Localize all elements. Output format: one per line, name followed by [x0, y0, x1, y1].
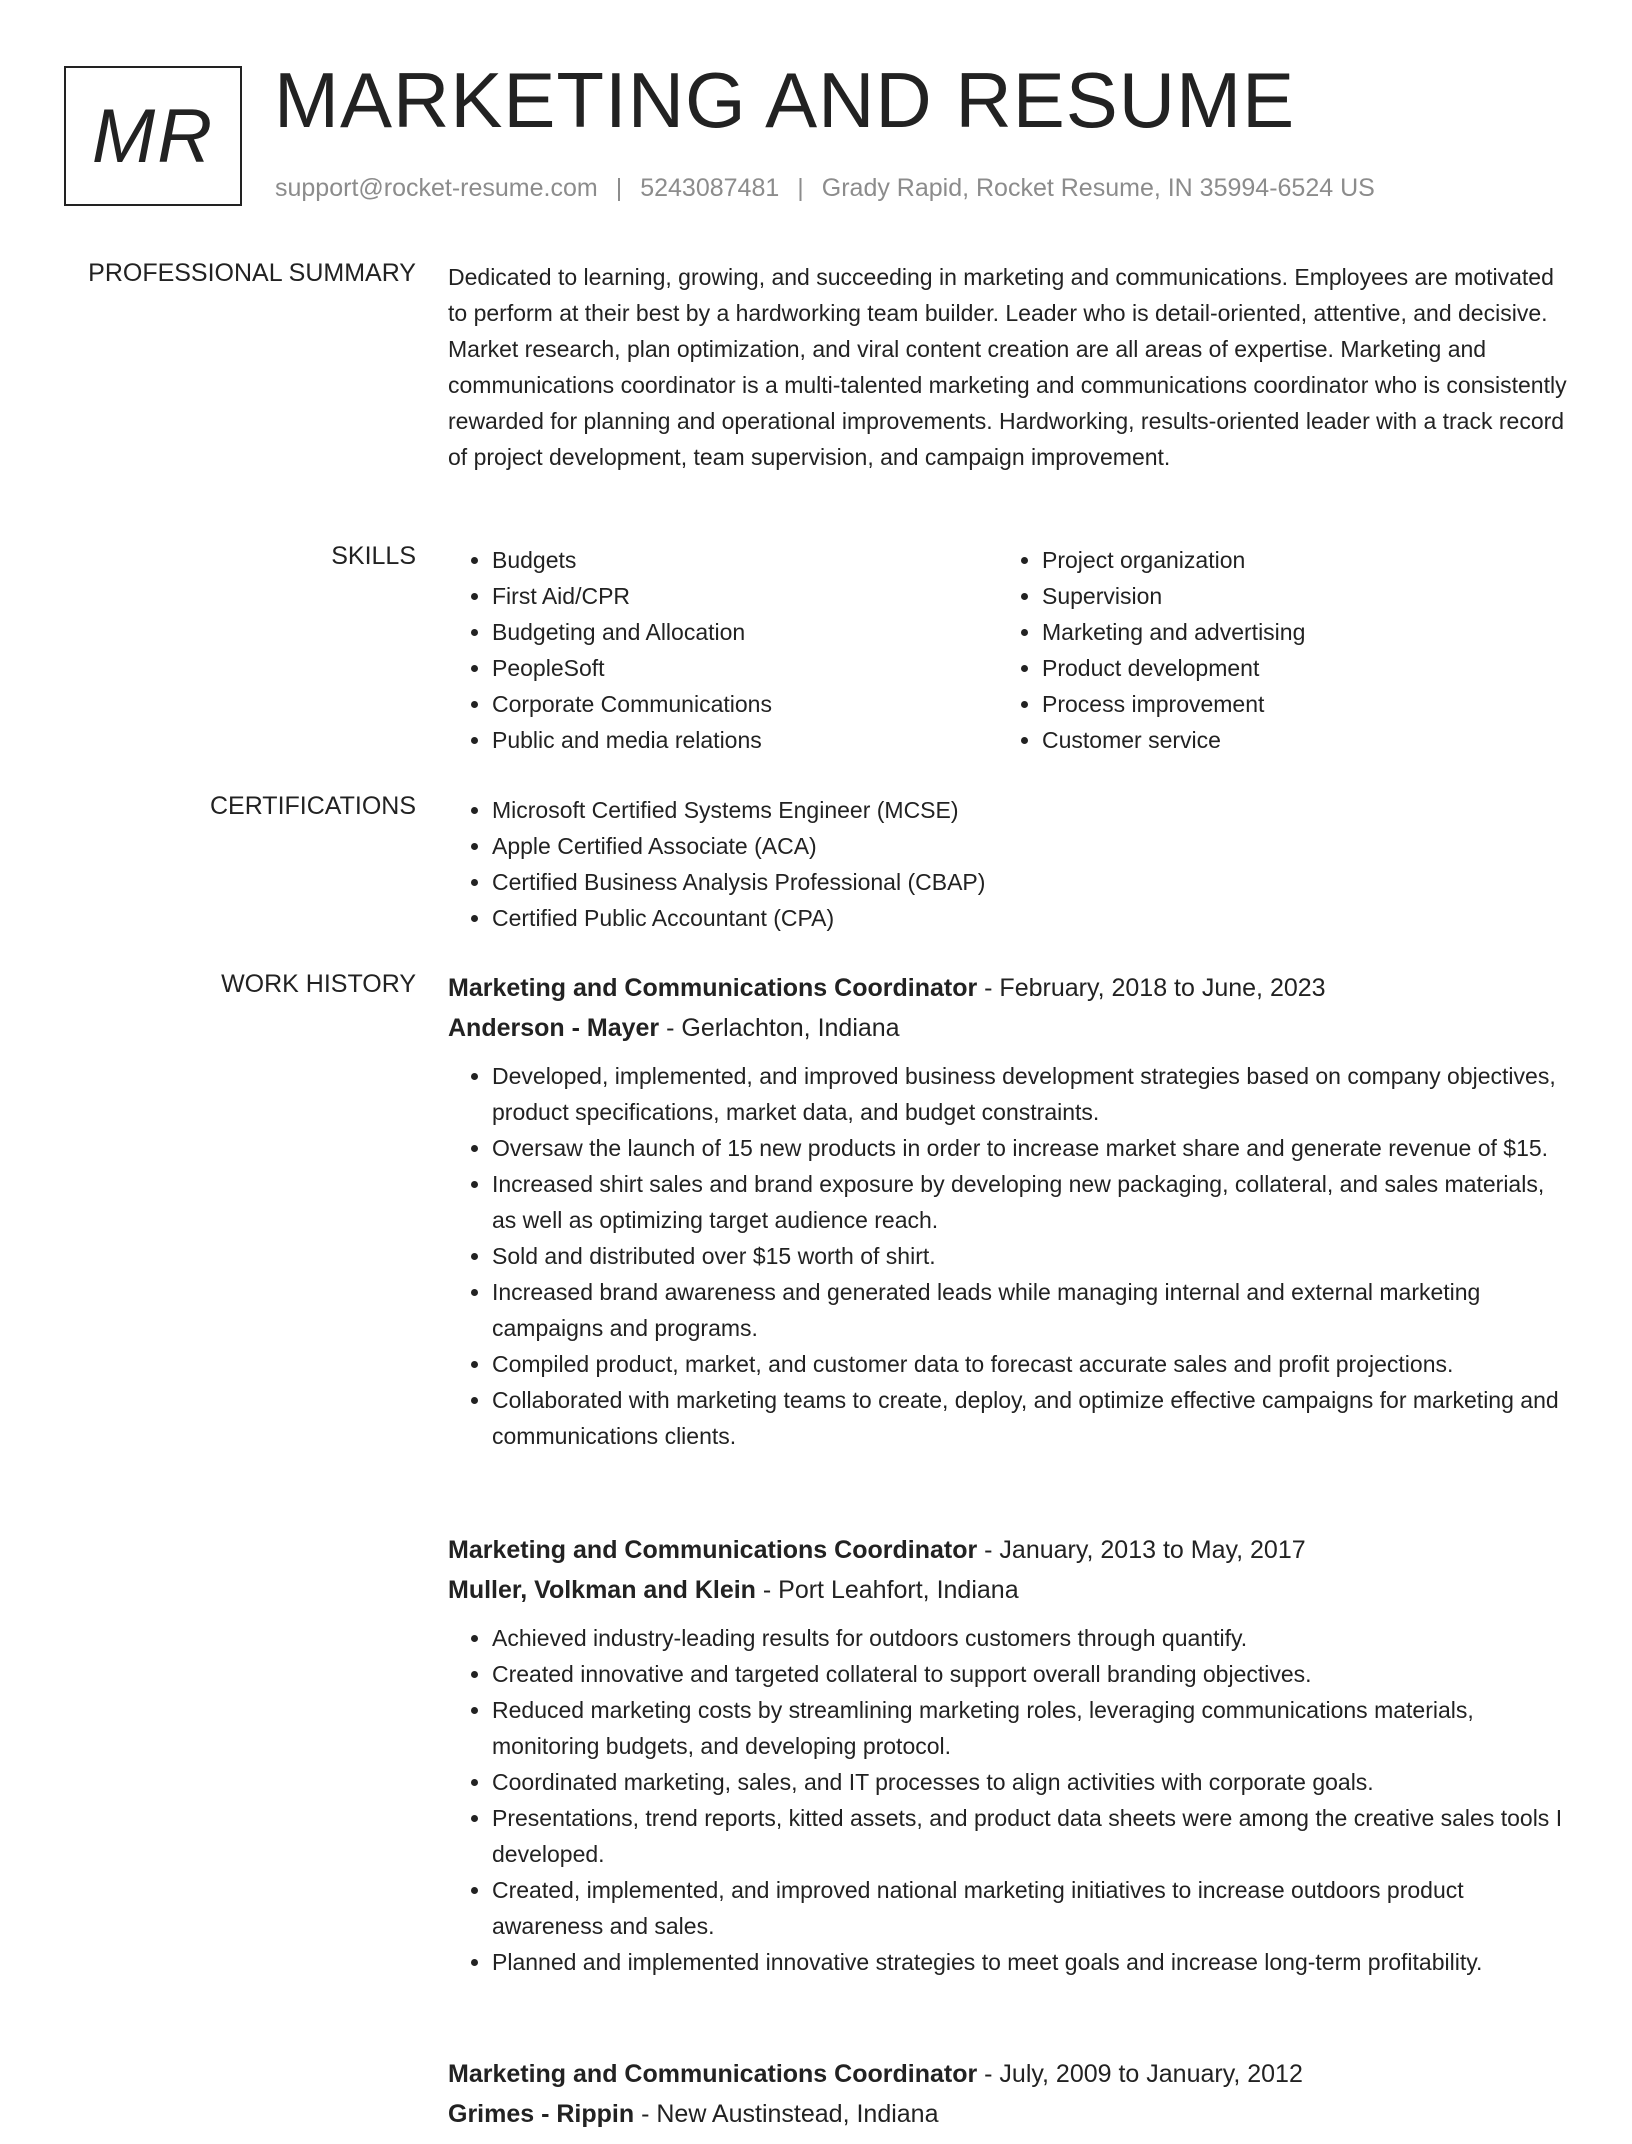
job-bullet: • Coordinated marketing, sales, and IT processes to align activities with corporate goals.	[492, 1764, 1568, 1800]
skill-item: • Public and media relations	[492, 722, 998, 758]
contact-email: support@rocket-resume.com	[275, 174, 598, 202]
contact-address: Grady Rapid, Rocket Resume, IN 35994-6524 US	[821, 174, 1375, 202]
summary-section	[448, 259, 1568, 475]
contact-separator: |	[615, 174, 623, 202]
certifications-list	[448, 792, 1568, 936]
skill-item: • PeopleSoft	[492, 650, 998, 686]
skill-item: • First Aid/CPR	[492, 578, 998, 614]
job-location: - Port Leahfort, Indiana	[755, 1576, 1019, 1604]
skills-section	[448, 542, 1568, 758]
skill-item: • Budgets	[492, 542, 998, 578]
job-bullets	[448, 1620, 1568, 1980]
job-dates: - January, 2013 to May, 2017	[977, 1536, 1306, 1564]
job-bullet: • Compiled product, market, and customer data to forecast accurate sales and profit projections.	[492, 1346, 1568, 1382]
certifications-section	[448, 792, 1568, 936]
job-title: Marketing and Communications Coordinator	[448, 2060, 978, 2088]
certification-item: • Certified Public Accountant (CPA)	[492, 900, 1568, 936]
skill-item: • Budgeting and Allocation	[492, 614, 998, 650]
job-company-line	[448, 1008, 1568, 1048]
job-company-line	[448, 1570, 1568, 1610]
contact-separator: |	[797, 174, 804, 202]
resume-name: MARKETING AND RESUME	[274, 56, 1296, 144]
skill-item: • Process improvement	[1042, 686, 1548, 722]
job-entry	[448, 968, 1568, 1454]
job-title-line	[448, 2054, 1568, 2094]
skill-item: • Corporate Communications	[492, 686, 998, 722]
skill-item: • Project organization	[1042, 542, 1548, 578]
job-title-line	[448, 968, 1568, 1008]
job-title: Marketing and Communications Coordinator	[448, 974, 978, 1002]
certification-item: • Microsoft Certified Systems Engineer (MCSE)	[492, 792, 1568, 828]
job-bullet: • Created, implemented, and improved national marketing initiatives to increase outdoors product awareness and sales.	[492, 1872, 1568, 1944]
skills-list-right	[998, 542, 1548, 758]
job-company: Muller, Volkman and Klein	[448, 1576, 756, 1604]
certification-item: • Apple Certified Associate (ACA)	[492, 828, 1568, 864]
job-entry	[448, 2054, 1568, 2144]
job-bullet: • Reduced marketing costs by streamlining marketing roles, leveraging communications materials, monitoring budgets, and developing protocol.	[492, 1692, 1568, 1764]
job-bullet: • Presentations, trend reports, kitted assets, and product data sheets were among the creative sales tools I developed.	[492, 1800, 1568, 1872]
job-title: Marketing and Communications Coordinator	[448, 1536, 978, 1564]
job-company: Grimes - Rippin	[448, 2100, 635, 2128]
job-bullet: • Increased shirt sales and brand exposure by developing new packaging, collateral, and sales materials, as well as optimizing target audience reach.	[492, 1166, 1568, 1238]
job-bullet: • Oversaw the launch of 15 new products in order to increase market share and generate revenue of $15.	[492, 1130, 1568, 1166]
skills-list-left	[448, 542, 998, 758]
job-dates: - July, 2009 to January, 2012	[977, 2060, 1303, 2088]
job-bullet: • Collaborated with marketing teams to create, deploy, and optimize effective campaigns for marketing and communications clients.	[492, 1382, 1568, 1454]
skill-item: • Product development	[1042, 650, 1548, 686]
job-bullet: • Created innovative and targeted collateral to support overall branding objectives.	[492, 1656, 1568, 1692]
contact-phone: 5243087481	[640, 174, 780, 202]
certification-item: • Certified Business Analysis Professional (CBAP)	[492, 864, 1568, 900]
job-location: - Gerlachton, Indiana	[659, 1014, 900, 1042]
job-location: - New Austinstead, Indiana	[634, 2100, 939, 2128]
job-bullets	[448, 1058, 1568, 1454]
job-bullet: • Achieved industry-leading results for outdoors customers through quantify.	[492, 1620, 1568, 1656]
skill-item: • Supervision	[1042, 578, 1548, 614]
section-label-certifications: CERTIFICATIONS	[209, 792, 416, 820]
monogram-initials: MR	[91, 93, 215, 179]
skill-item: • Customer service	[1042, 722, 1548, 758]
section-label-summary: PROFESSIONAL SUMMARY	[88, 259, 416, 287]
section-label-work-history: WORK HISTORY	[221, 970, 416, 998]
contact-line	[275, 174, 1375, 203]
job-dates: - February, 2018 to June, 2023	[977, 974, 1326, 1002]
job-bullet: • Increased brand awareness and generated leads while managing internal and external marketing campaigns and programs.	[492, 1274, 1568, 1346]
job-bullet: • Sold and distributed over $15 worth of shirt.	[492, 1238, 1568, 1274]
job-entry	[448, 1530, 1568, 1980]
section-label-skills: SKILLS	[331, 542, 416, 570]
job-company-line	[448, 2094, 1568, 2134]
summary-text: Dedicated to learning, growing, and succeeding in marketing and communications. Employees are motivated to perform at their best by a hardworking team builder. Leader who is detail-oriented, attentive, and decisive. Market research, plan optimization, and viral content creation are all areas of expertise. Marketing and communications coordinator is a multi-talented marketing and communications coordinator who is consistently rewarded for planning and operational improvements. Hardworking, results-oriented leader with a track record of project development, team supervision, and campaign improvement.	[448, 264, 1567, 470]
job-bullet: • Planned and implemented innovative strategies to meet goals and increase long-term profitability.	[492, 1944, 1568, 1980]
job-title-line	[448, 1530, 1568, 1570]
job-company: Anderson - Mayer	[448, 1014, 660, 1042]
monogram-box	[64, 66, 242, 206]
job-bullet: • Developed, implemented, and improved business development strategies based on company objectives, product specifications, market data, and budget constraints.	[492, 1058, 1568, 1130]
skill-item: • Marketing and advertising	[1042, 614, 1548, 650]
